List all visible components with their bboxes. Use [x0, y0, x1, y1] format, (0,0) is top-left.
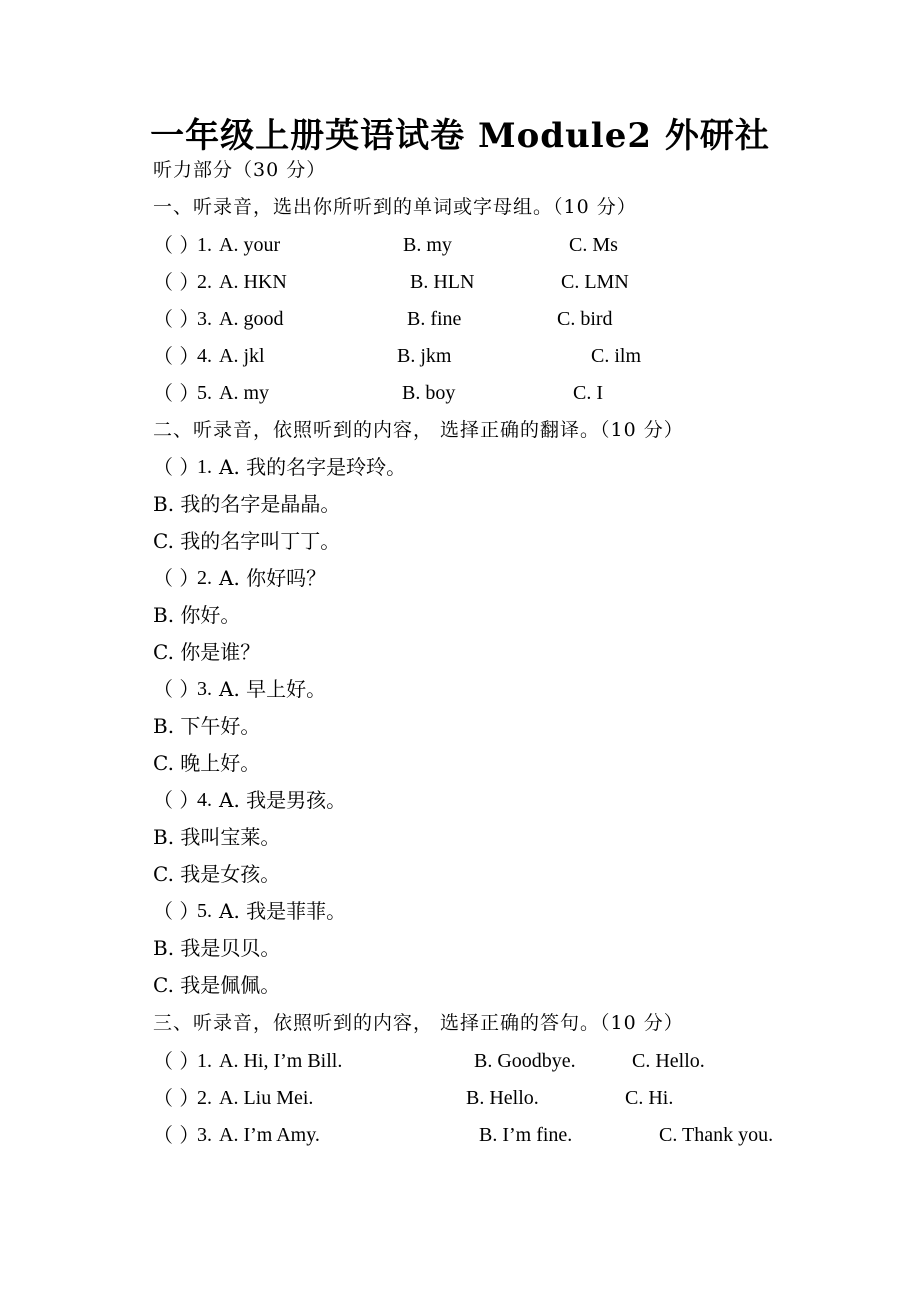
option-a: A. good [219, 308, 284, 330]
option-b: B. my [403, 234, 452, 256]
s3-question-2 [153, 1085, 853, 1111]
option-b: B. Hello. [466, 1087, 539, 1109]
option-b: B. I’m fine. [479, 1124, 573, 1146]
option-c: C. Ms [569, 234, 618, 256]
option-c: C. bird [557, 308, 613, 330]
s2-q2-option-b: B. 你好。 [153, 603, 241, 627]
option-b: B. jkm [397, 345, 452, 367]
question-number: 2. [197, 1087, 212, 1109]
s2-q4-option-b: B. 我叫宝莱。 [153, 825, 281, 849]
s2-question-5 [153, 898, 853, 924]
s2-question-1 [153, 454, 853, 480]
answer-blank: （ ） [153, 677, 200, 701]
s2-q1-option-b: B. 我的名字是晶晶。 [153, 492, 341, 516]
option-a: A. 早上好。 [219, 677, 327, 701]
question-number: 1. [197, 456, 212, 478]
s2-q5-option-b: B. 我是贝贝。 [153, 936, 281, 960]
option-a: A. Hi, I’m Bill. [219, 1050, 343, 1072]
question-number: 4. [197, 789, 212, 811]
answer-blank: （ ） [153, 1123, 200, 1147]
answer-blank: （ ） [153, 270, 200, 294]
s1-question-3 [153, 306, 853, 332]
option-b: B. HLN [410, 271, 475, 293]
option-c: C. I [573, 382, 603, 404]
option-b: B. boy [402, 382, 456, 404]
option-a: A. Liu Mei. [219, 1087, 314, 1109]
option-a: A. your [219, 234, 281, 256]
s1-question-2 [153, 269, 853, 295]
document-title: 一年级上册英语试卷 Module2 外研社 [150, 116, 770, 156]
question-number: 5. [197, 382, 212, 404]
question-number: 3. [197, 1124, 212, 1146]
answer-blank: （ ） [153, 344, 200, 368]
question-number: 1. [197, 1050, 212, 1072]
option-b: B. Goodbye. [474, 1050, 576, 1072]
option-a: A. jkl [219, 345, 265, 367]
option-a: A. 你好吗？ [219, 566, 327, 590]
s1-question-5 [153, 380, 853, 406]
question-number: 2. [197, 271, 212, 293]
option-c: C. Hello. [632, 1050, 705, 1072]
option-c: C. Hi. [625, 1087, 674, 1109]
s2-q3-option-c: C. 晚上好。 [153, 751, 261, 775]
answer-blank: （ ） [153, 381, 200, 405]
section2-heading: 二、听录音，依照听到的内容， 选择正确的翻译。（10 分） [153, 419, 684, 441]
answer-blank: （ ） [153, 1049, 200, 1073]
option-c: C. ilm [591, 345, 642, 367]
answer-blank: （ ） [153, 899, 200, 923]
option-a: A. my [219, 382, 269, 404]
s2-q3-option-b: B. 下午好。 [153, 714, 261, 738]
option-a: A. 我是男孩。 [219, 788, 347, 812]
section1-heading: 一、听录音，选出你所听到的单词或字母组。（10 分） [153, 196, 637, 218]
answer-blank: （ ） [153, 455, 200, 479]
question-number: 4. [197, 345, 212, 367]
answer-blank: （ ） [153, 1086, 200, 1110]
answer-blank: （ ） [153, 788, 200, 812]
option-a: A. 我是菲菲。 [219, 899, 347, 923]
question-number: 1. [197, 234, 212, 256]
s3-question-1 [153, 1048, 853, 1074]
s1-question-1 [153, 232, 853, 258]
answer-blank: （ ） [153, 233, 200, 257]
option-a: A. I’m Amy. [219, 1124, 320, 1146]
question-number: 2. [197, 567, 212, 589]
s3-question-3 [153, 1122, 853, 1148]
option-c: C. LMN [561, 271, 629, 293]
s2-question-4 [153, 787, 853, 813]
section3-heading: 三、听录音，依照听到的内容， 选择正确的答句。（10 分） [153, 1012, 684, 1034]
s1-question-4 [153, 343, 853, 369]
question-number: 3. [197, 678, 212, 700]
option-a: A. 我的名字是玲玲。 [219, 455, 407, 479]
s2-q2-option-c: C. 你是谁？ [153, 640, 261, 664]
s2-q1-option-c: C. 我的名字叫丁丁。 [153, 529, 341, 553]
listening-part-label: 听力部分（30 分） [153, 159, 327, 181]
s2-q5-option-c: C. 我是佩佩。 [153, 973, 281, 997]
s2-question-3 [153, 676, 853, 702]
question-number: 3. [197, 308, 212, 330]
answer-blank: （ ） [153, 566, 200, 590]
option-c: C. Thank you. [659, 1124, 774, 1146]
question-number: 5. [197, 900, 212, 922]
answer-blank: （ ） [153, 307, 200, 331]
option-a: A. HKN [219, 271, 287, 293]
s2-question-2 [153, 565, 853, 591]
s2-q4-option-c: C. 我是女孩。 [153, 862, 281, 886]
option-b: B. fine [407, 308, 462, 330]
